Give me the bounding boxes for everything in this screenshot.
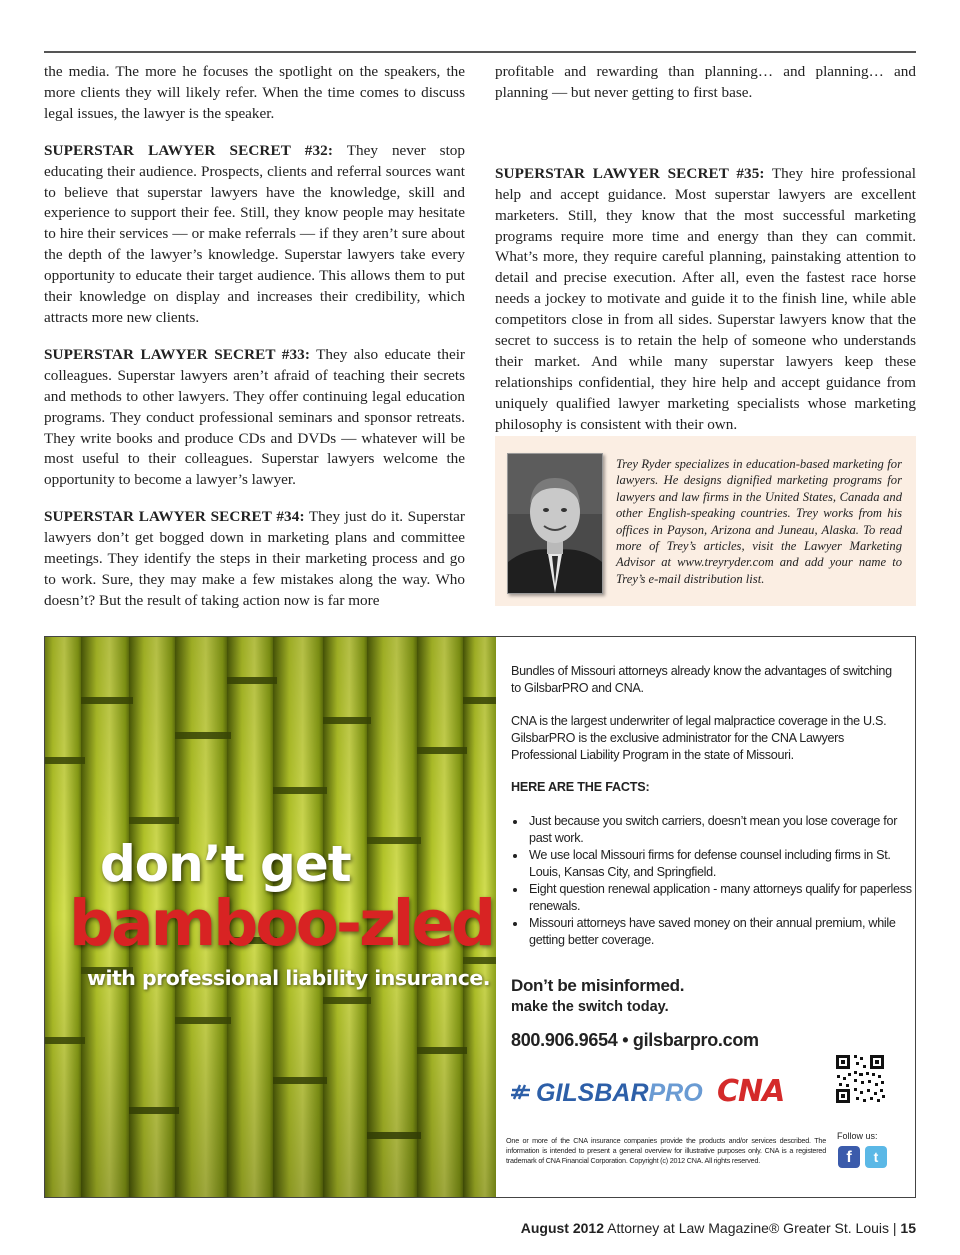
ad-copy-panel (496, 637, 915, 1197)
paragraph-secret-32 (44, 141, 465, 329)
article-right-column (495, 62, 916, 452)
gilsbar-logo-text: GILSBAR (536, 1079, 649, 1107)
ad-about-text: CNA is the largest underwriter of legal malpractice coverage in the U.S. GilsbarPRO is the exclusive administrator for the CNA Lawyers Professional Liability Program in the state of Missouri. (511, 714, 887, 762)
ad-intro-text: Bundles of Missouri attorneys already know the advantages of switching to GilsbarPRO and CNA. (511, 664, 892, 695)
gilsbarpro-logo (510, 1079, 703, 1108)
page-number: 15 (900, 1220, 916, 1236)
top-rule (44, 51, 916, 53)
bamboo-image-panel (45, 637, 496, 1197)
footer-issue-date: August 2012 (520, 1220, 604, 1236)
footer-magazine-name: Attorney at Law Magazine® Greater St. Louis | (603, 1220, 901, 1236)
secret-32-text: They never stop educating their audience. Prospects, clients and referral sources want to believe that superstar lawyers have the knowledge, skill and experience to support their fee. Still, they know people may hesitate to hire their services — or make referrals — if they aren’t sure about the depth of the lawyer’s knowledge. Superstar lawyers take every opportunity to educate their target audience. This allows them to put their knowledge on display and increases their credibility, which attracts more new clients. (44, 141, 465, 326)
secret-33-heading: SUPERSTAR LAWYER SECRET #33: (44, 345, 311, 363)
ad-headline-line-3: with professional liability insurance. (87, 966, 491, 990)
twitter-icon[interactable]: t (865, 1146, 887, 1168)
ad-contact-line: 800.906.9654 • gilsbarpro.com (511, 1030, 759, 1050)
follow-us-label: Follow us: (837, 1131, 878, 1141)
ad-facts-title: HERE ARE THE FACTS: (511, 780, 650, 794)
author-bio-box (495, 436, 916, 606)
gilsbar-cna-advertisement (44, 636, 916, 1198)
author-photo (507, 453, 603, 594)
paragraph-intro-right: profitable and rewarding than planning… and planning… and planning — but never getting to first base. (495, 63, 916, 101)
page-footer (495, 1220, 916, 1236)
portrait-graphic (508, 454, 602, 593)
ad-fact-item: • Missouri attorneys have saved money on their annual premium, while getting better coverage. (527, 915, 916, 949)
secret-35-text: They hire professional help and accept guidance. Most superstar lawyers are excellent marketers. Still, they know that the most successful marketing programs require more time and energy than they can commit. What’s more, they require careful planning, painstaking attention to detail and precise execution. After all, even the fastest race horse needs a jockey to motivate and guide it to the finish line, while able competitors close in from all sides. Superstar lawyers know that the secret to success is to retain the help of someone who understands their market. And while many superstar lawyers keep these relationships confidential, they hire help and accept guidance from uniquely qualified lawyer marketing specialists whose marketing philosophy is consistent with their own. (495, 164, 916, 433)
ad-headline-line-2: bamboo-zled (69, 887, 494, 960)
cna-logo: CNA (717, 1074, 785, 1109)
ad-cta-subheading: make the switch today. (511, 999, 669, 1015)
ad-fact-item: • Just because you switch carriers, doesn’t mean you lose coverage for past work. (527, 813, 916, 847)
paragraph-intro-left: the media. The more he focuses the spotlight on the speakers, the more clients they will likely refer. When the time comes to discuss legal issues, the lawyer is the speaker. (44, 63, 465, 122)
article-left-column (44, 62, 465, 628)
gilsbar-logo-pro: PRO (648, 1079, 703, 1107)
paragraph-secret-35 (495, 164, 916, 436)
gilsbar-mark-icon (510, 1079, 532, 1108)
ad-fact-item: • We use local Missouri firms for defense counsel including firms in St. Louis, Kansas City, and Springfield. (527, 847, 916, 881)
secret-34-heading: SUPERSTAR LAWYER SECRET #34: (44, 508, 305, 526)
ad-disclaimer: One or more of the CNA insurance companies provide the products and/or services described. The information is intended to present a general overview for illustrative purposes only. CNA is a registered trademark of CNA Financial Corporation. Copyright (c) 2012 CNA. All rights reserved. (506, 1136, 826, 1165)
secret-34-text: They just do it. Superstar lawyers don’t get bogged down in marketing plans and committee meetings. They identify the steps in their marketing process and go to work. Sure, they may make a few mistakes along the way. Who doesn’t? But the result of taking action now is far more (44, 508, 465, 609)
paragraph-secret-33 (44, 345, 465, 491)
secret-32-heading: SUPERSTAR LAWYER SECRET #32: (44, 141, 333, 159)
ad-headline-line-1: don’t get (100, 835, 351, 893)
author-bio-text: Trey Ryder specializes in education-based marketing for lawyers. He designs dignified marketing programs for lawyers and law firms in the United States, Canada and other English-speaking countries. Trey works from his offices in Payson, Arizona and Juneau, Alaska. To read more of Trey’s articles, visit the Lawyer Marketing Advisor at www.treyryder.com and add your name to Trey’s e-mail distribution list. (616, 457, 902, 586)
ad-facts-list (511, 813, 916, 949)
secret-35-heading: SUPERSTAR LAWYER SECRET #35: (495, 164, 765, 182)
facebook-icon[interactable]: f (838, 1146, 860, 1168)
ad-fact-item: • Eight question renewal application - many attorneys qualify for paperless renewals. (527, 881, 916, 915)
paragraph-secret-34 (44, 507, 465, 612)
qr-code-icon (834, 1053, 886, 1105)
ad-cta-heading: Don’t be misinformed. (511, 976, 685, 995)
secret-33-text: They also educate their colleagues. Superstar lawyers aren’t afraid of teaching their secrets and methods to other lawyers. They offer continuing legal education programs. They conduct professional seminars and sponsor retreats. They write books and produce CDs and DVDs — whatever will be most useful to their colleagues. Superstar lawyers welcome the opportunity to become a lawyer’s lawyer. (44, 345, 465, 489)
